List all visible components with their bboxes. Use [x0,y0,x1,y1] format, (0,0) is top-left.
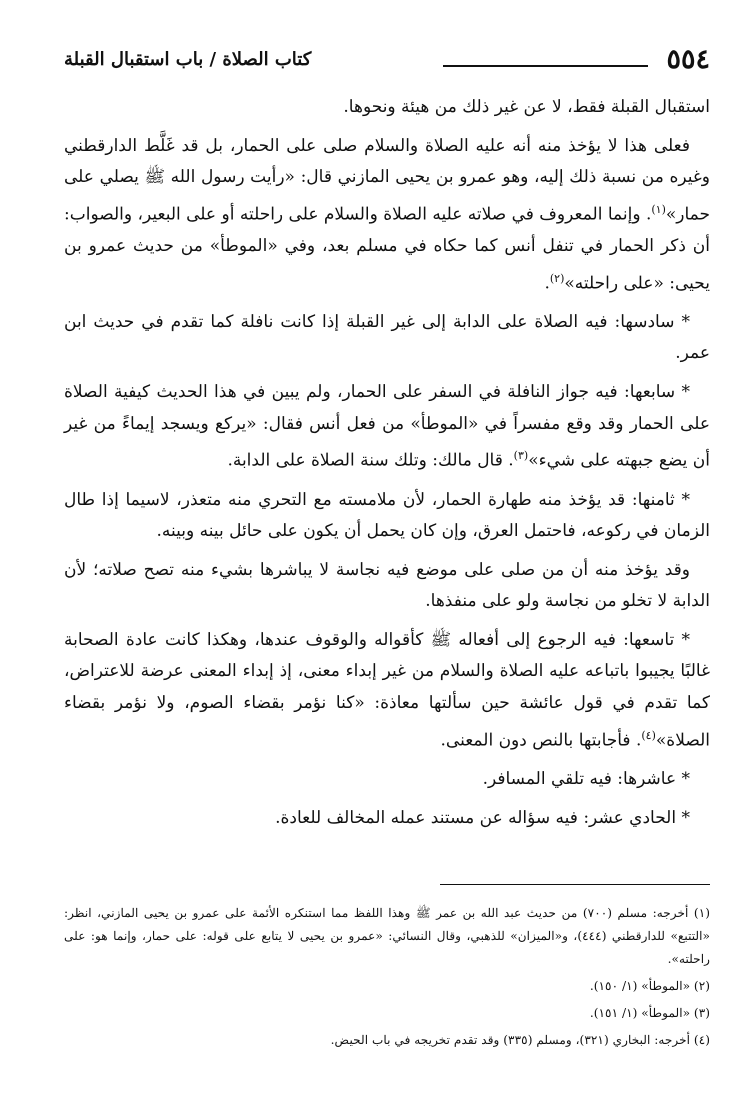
footnote-ref: (٢) [549,271,565,285]
running-title: كتاب الصلاة / باب استقبال القبلة [64,49,312,70]
paragraph: وقد يؤخذ منه أن من صلى على موضع فيه نجاسة لا يباشرها بشيء منه تصح صلاته؛ لأن الدابة لا تخلو من نجاسة ولو على منفذها. [64,559,710,612]
paragraph: * عاشرها: فيه تلقي المسافر. [482,768,690,789]
footnotes [64,902,710,1056]
paragraph: استقبال القبلة فقط، لا عن غير ذلك من هيئة ونحوها. [343,97,710,117]
paragraph: * الحادي عشر: فيه سؤاله عن مستند عمله المخالف للعادة. [275,807,690,828]
paragraph: * ثامنها: قد يؤخذ منه طهارة الحمار، لأن ملامسته مع التحري منه متعذر، لاسيما إذا طال الزمان في ركوعه، فاحتمل العرق، وإن كان يحمل أن يكون على حائل بينه وبينه. [64,489,710,542]
footnote-ref: (٤) [641,728,656,742]
paragraph: * تاسعها: فيه الرجوع إلى أفعاله ﷺ كأقواله والوقوف عندها، وهكذا كانت عادة الصحابة غالبًا يجيبوا باتباعه عليه الصلاة والسلام من غير إبداء معنى، إذ إبداء المعنى عرضة للاعتراض، كما تقدم في قول عائشة حين سألتها معاذة: «كنا نؤمر بقضاء الصوم، ولا نؤمر بقضاء الصلاة»$^{(٤)}$. فأجابتها بالنص دون المعنى. [64,629,710,751]
footnote: (٢) «الموطأ» (١/ ١٥٠). [589,979,710,993]
footnote: (٣) «الموطأ» (١/ ١٥١). [589,1006,710,1020]
footnote-ref: (١) [651,202,666,216]
footnote-separator [440,884,710,885]
footnote-ref: (٣) [513,449,529,463]
footnote: (١) أخرجه: مسلم (٧٠٠) من حديث عبد الله بن عمر ﷺ وهذا اللفظ مما استنكره الأئمة على عمرو بن يحيى المازني، انظر: «التتبع» للدارقطني (٤٤٤)، و«الميزان» للذهبي، وقال النسائي: «عمرو بن يحيى لا يتابع على قوله: على حمار، وإنما هو: على راحلته». [64,906,710,966]
page-header [64,42,710,82]
main-text [64,92,710,841]
page-number: ٥٥٤ [666,44,710,75]
footnote: (٤) أخرجه: البخاري (٣٢١)، ومسلم (٣٣٥) وقد تقدم تخريجه في باب الحيض. [330,1033,710,1047]
paragraph: * سابعها: فيه جواز النافلة في السفر على الحمار، ولم يبين في هذا الحديث كيفية الصلاة على الحمار وقد وقع مفسراً في «الموطأ» من فعل أنس فقال: «يركع ويسجد إيماءً من غير أن يضع جبهته على شيء»$^{(٣)}$. قال مالك: وتلك سنة الصلاة على الدابة. [64,382,710,471]
header-rule [443,65,648,67]
paragraph: * سادسها: فيه الصلاة على الدابة إلى غير القبلة إذا كانت نافلة كما تقدم في حديث ابن عمر. [64,311,710,364]
paragraph: فعلى هذا لا يؤخذ منه أنه عليه الصلاة والسلام صلى على الحمار، بل قد غَلَّط الدارقطني وغيره من نسبة ذلك إليه، وهو عمرو بن يحيى المازني قال: «رأيت رسول الله ﷺ يصلي على حمار»$^{(١)}$. وإنما المعروف في صلاته عليه الصلاة والسلام على راحلته أو على البعير، والصواب: أن ذكر الحمار في تنفل أنس كما حكاه في مسلم بعد، وفي «الموطأ» من حديث عمرو بن يحيى: «على راحلته»$^{(٢)}$. [64,135,710,294]
